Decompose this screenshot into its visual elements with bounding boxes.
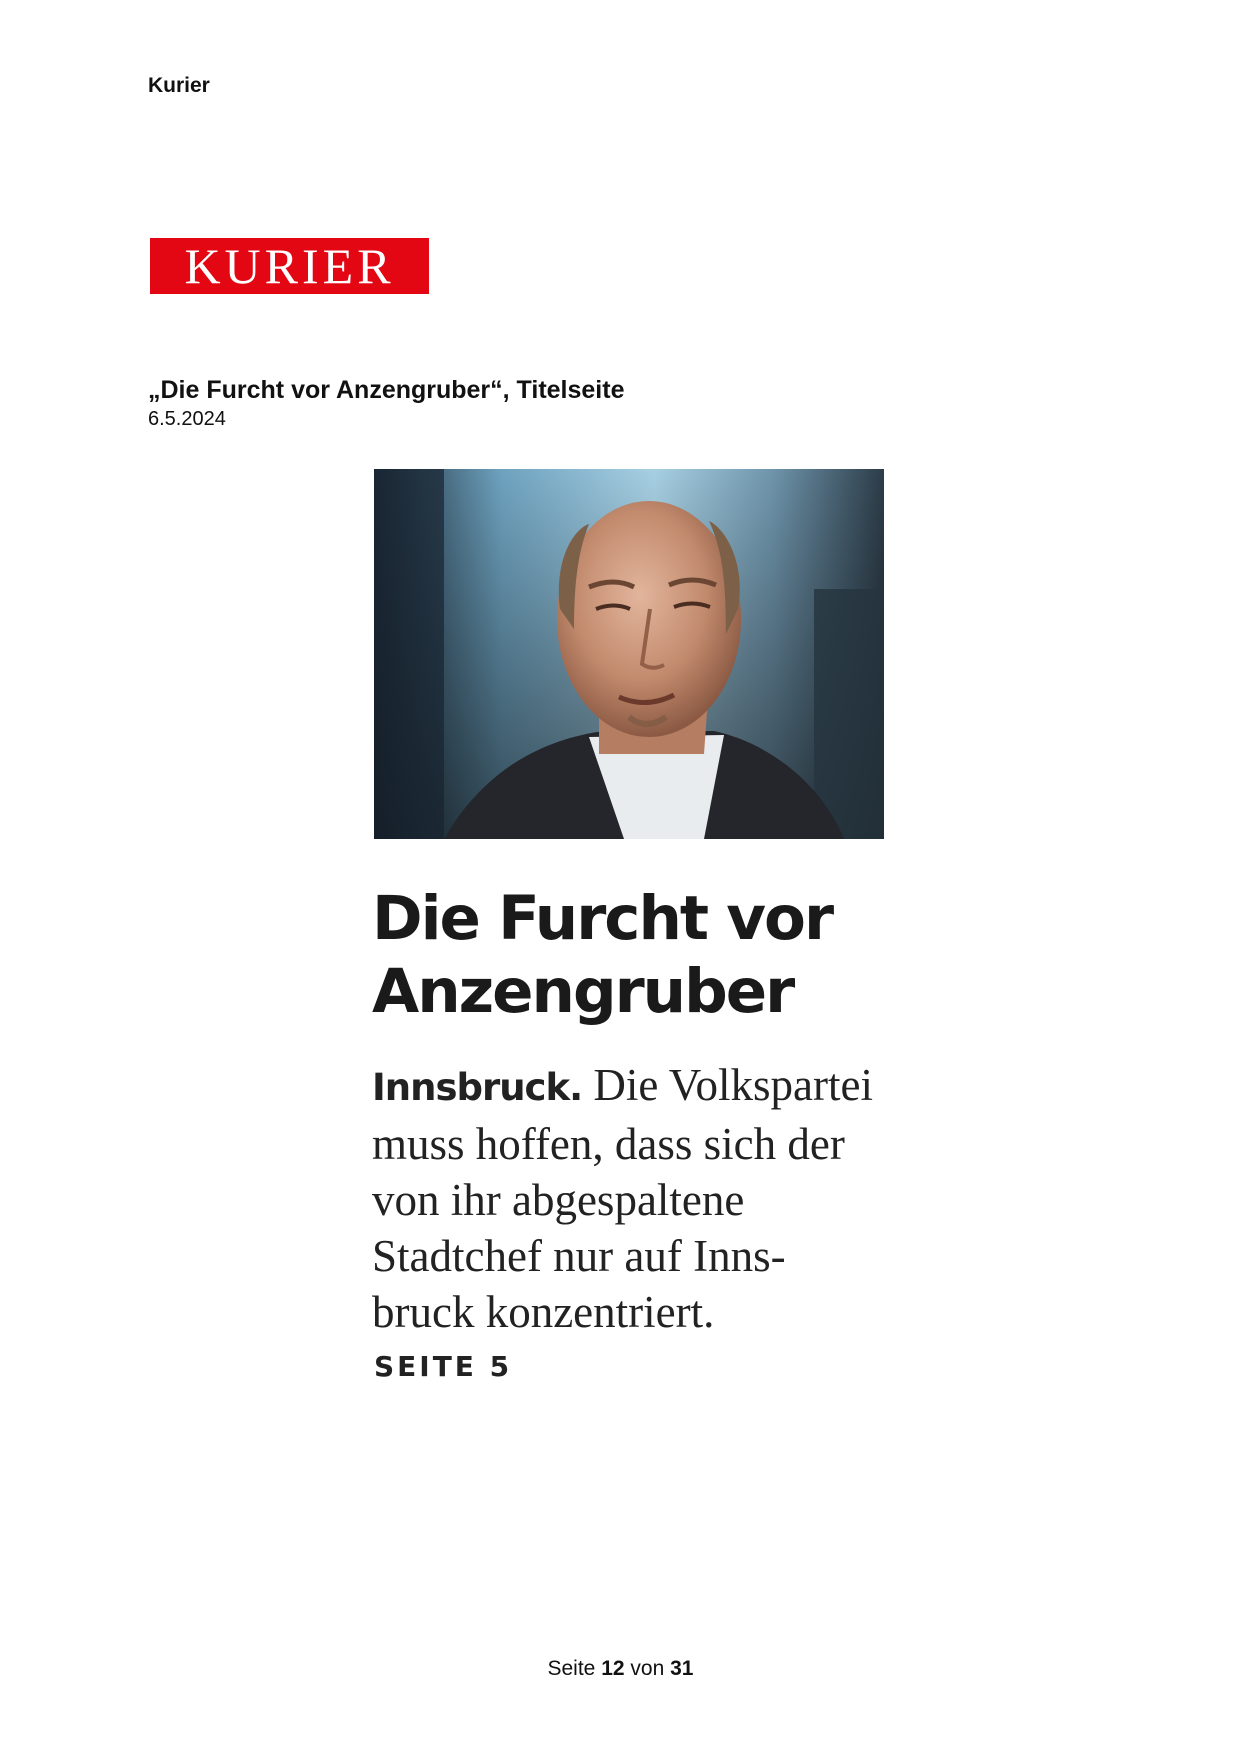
kurier-logo: [150, 238, 429, 294]
footer-current-page: 12: [601, 1657, 625, 1680]
source-label: Kurier: [148, 74, 210, 97]
portrait-photo-icon: [374, 469, 884, 839]
logo-text: KURIER: [184, 238, 395, 294]
page-reference: SEITE 5: [374, 1350, 513, 1383]
teaser-line: von ihr abgespaltene: [372, 1175, 745, 1225]
footer-middle: von: [630, 1657, 665, 1680]
teaser-line: muss hoffen, dass sich der: [372, 1119, 845, 1169]
document-title: „Die Furcht vor Anzengruber“, Titelseite: [148, 376, 625, 404]
footer-total-pages: 31: [670, 1657, 694, 1680]
teaser-line: [372, 1057, 912, 1116]
article-teaser: [372, 1057, 912, 1340]
teaser-line: Stadtchef nur auf Inns-: [372, 1231, 786, 1281]
page-footer: [0, 1657, 1241, 1681]
document-date: 6.5.2024: [148, 408, 226, 430]
article-headline: [372, 882, 892, 1028]
teaser-lead: Innsbruck.: [372, 1066, 583, 1109]
teaser-text: Die Volkspartei: [582, 1060, 873, 1110]
article-photo: [374, 469, 884, 839]
teaser-line: bruck konzentriert.: [372, 1287, 715, 1337]
headline-line: Die Furcht vor: [372, 883, 833, 954]
headline-line: Anzengruber: [372, 956, 794, 1027]
footer-prefix: Seite: [547, 1657, 596, 1680]
